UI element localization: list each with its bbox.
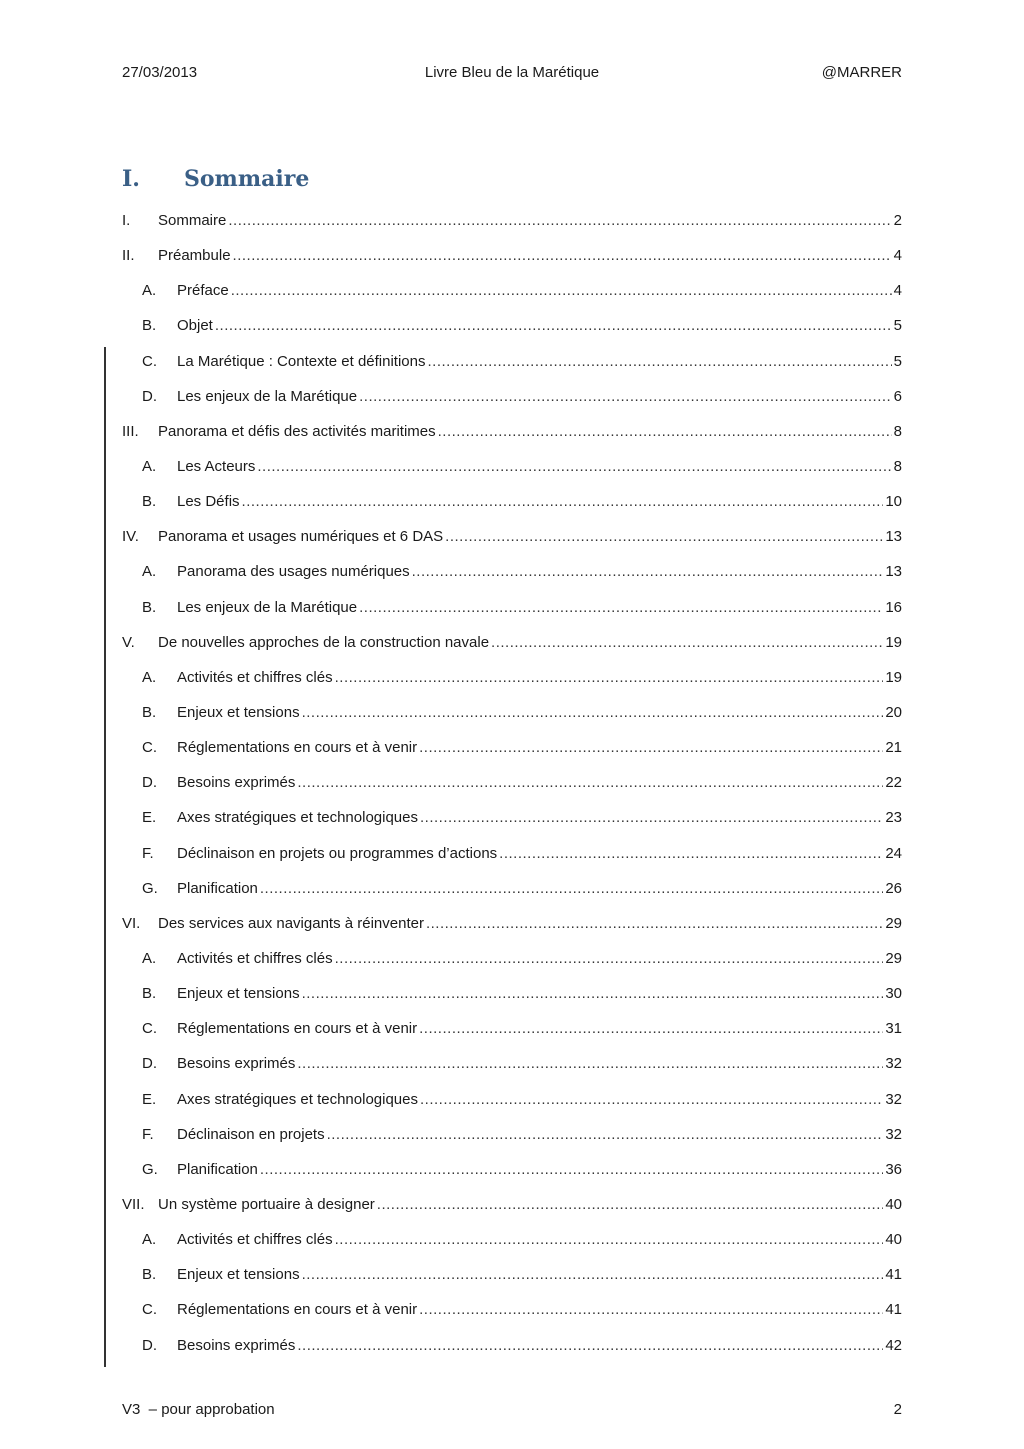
toc-entry[interactable] — [122, 1328, 902, 1363]
toc-entry-number: B. — [142, 985, 157, 1003]
revision-change-bar — [104, 347, 106, 1367]
toc-entry-number: F. — [142, 844, 154, 862]
toc-entry-page: 10 — [885, 493, 902, 511]
toc-entry[interactable] — [122, 590, 902, 625]
toc-entry-number: D. — [142, 1055, 157, 1073]
toc-entry-number: VII. — [122, 1195, 145, 1213]
toc-entry[interactable] — [122, 1222, 902, 1257]
toc-entry-number: G. — [142, 1160, 158, 1178]
toc-entry-number: D. — [142, 1336, 157, 1354]
toc-entry[interactable] — [122, 871, 902, 906]
header-handle: @MARRER — [821, 64, 902, 81]
toc-entry-number: D. — [142, 387, 157, 405]
toc-entry-title: Enjeux et tensions — [177, 703, 300, 721]
toc-entry-title: Déclinaison en projets ou programmes d’actions — [177, 844, 498, 862]
toc-entry-page: 8 — [893, 422, 902, 440]
footer-version: V3 – pour approbation — [122, 1401, 275, 1418]
toc-entry[interactable] — [122, 976, 902, 1011]
section-heading-title: Sommaire — [184, 166, 310, 192]
toc-dot-leader — [302, 695, 884, 730]
toc-dot-leader — [420, 800, 883, 835]
toc-entry[interactable] — [122, 1292, 902, 1327]
toc-entry-number: A. — [142, 282, 157, 300]
toc-entry[interactable] — [122, 519, 902, 554]
toc-dot-leader — [231, 273, 892, 308]
toc-entry-number: A. — [142, 1231, 157, 1249]
toc-dot-leader — [335, 660, 884, 695]
toc-entry-title: Panorama et usages numériques et 6 DAS — [158, 528, 444, 546]
toc-entry[interactable] — [122, 273, 902, 308]
toc-entry-title: Panorama et défis des activités maritimes — [158, 422, 436, 440]
toc-entry-title: De nouvelles approches de la construction navale — [158, 633, 490, 651]
toc-entry[interactable] — [122, 449, 902, 484]
toc-entry[interactable] — [122, 660, 902, 695]
toc-dot-leader — [302, 1257, 884, 1292]
page-header — [122, 64, 902, 86]
toc-entry-number: B. — [142, 493, 157, 511]
toc-dot-leader — [359, 590, 883, 625]
toc-entry-page: 32 — [885, 1055, 902, 1073]
toc-entry[interactable] — [122, 379, 902, 414]
toc-dot-leader — [302, 976, 884, 1011]
toc-dot-leader — [228, 203, 891, 238]
toc-entry-number: C. — [142, 1301, 157, 1319]
toc-dot-leader — [419, 730, 883, 765]
toc-entry[interactable] — [122, 730, 902, 765]
toc-entry-page: 5 — [893, 317, 902, 335]
toc-entry-page: 4 — [893, 247, 902, 265]
toc-entry-page: 29 — [885, 949, 902, 967]
toc-entry-title: Axes stratégiques et technologiques — [177, 809, 418, 827]
toc-entry-page: 41 — [885, 1266, 902, 1284]
toc-dot-leader — [242, 484, 884, 519]
toc-entry-number: E. — [142, 1090, 157, 1108]
toc-dot-leader — [412, 554, 884, 589]
toc-entry-page: 23 — [885, 809, 902, 827]
toc-entry-title: Réglementations en cours et à venir — [177, 1020, 418, 1038]
toc-entry-number: A. — [142, 457, 157, 475]
table-of-contents — [122, 203, 902, 1363]
toc-entry-number: A. — [142, 949, 157, 967]
toc-dot-leader — [233, 238, 892, 273]
toc-entry[interactable] — [122, 414, 902, 449]
toc-entry-page: 2 — [893, 212, 902, 229]
toc-entry-page: 13 — [885, 528, 902, 546]
section-heading-number: I. — [122, 166, 140, 192]
toc-entry-page: 26 — [885, 879, 902, 897]
toc-entry-title: Réglementations en cours et à venir — [177, 1301, 418, 1319]
toc-entry-title: Sommaire — [158, 212, 227, 229]
toc-entry-number: VI. — [122, 914, 141, 932]
toc-entry[interactable] — [122, 1117, 902, 1152]
toc-entry-number: C. — [142, 1020, 157, 1038]
toc-entry[interactable] — [122, 1011, 902, 1046]
toc-entry-title: Déclinaison en projets — [177, 1125, 325, 1143]
toc-entry-number: V. — [122, 633, 135, 651]
toc-entry-title: Panorama des usages numériques — [177, 563, 410, 581]
toc-entry-page: 19 — [885, 633, 902, 651]
toc-entry-title: Enjeux et tensions — [177, 985, 300, 1003]
toc-entry-page: 32 — [885, 1090, 902, 1108]
section-heading — [122, 166, 309, 192]
toc-entry-title: Besoins exprimés — [177, 1336, 296, 1354]
toc-entry-number: B. — [142, 1266, 157, 1284]
toc-dot-leader — [499, 836, 883, 871]
toc-dot-leader — [335, 941, 884, 976]
toc-entry-page: 6 — [893, 387, 902, 405]
toc-dot-leader — [419, 1292, 883, 1327]
toc-entry[interactable] — [122, 800, 902, 835]
header-date: 27/03/2013 — [122, 64, 198, 81]
toc-entry-number: B. — [142, 598, 157, 616]
toc-entry-number: B. — [142, 703, 157, 721]
toc-entry-title: Préambule — [158, 247, 231, 265]
toc-entry-page: 22 — [885, 774, 902, 792]
toc-entry-page: 36 — [885, 1160, 902, 1178]
toc-dot-leader — [327, 1117, 884, 1152]
toc-dot-leader — [260, 871, 883, 906]
toc-entry-title: Un système portuaire à designer — [158, 1195, 375, 1213]
toc-dot-leader — [377, 1187, 884, 1222]
toc-dot-leader — [297, 765, 883, 800]
toc-entry-title: Planification — [177, 879, 258, 897]
toc-entry-page: 31 — [885, 1020, 902, 1038]
toc-entry-title: Des services aux navigants à réinventer — [158, 914, 424, 932]
toc-entry-page: 13 — [885, 563, 902, 581]
toc-entry[interactable] — [122, 765, 902, 800]
toc-dot-leader — [257, 449, 891, 484]
toc-entry-page: 42 — [885, 1336, 902, 1354]
toc-entry[interactable] — [122, 554, 902, 589]
toc-entry-title: Activités et chiffres clés — [177, 949, 333, 967]
toc-entry[interactable] — [122, 1152, 902, 1187]
toc-entry-number: E. — [142, 809, 157, 827]
toc-dot-leader — [297, 1328, 883, 1363]
toc-entry-title: Planification — [177, 1160, 258, 1178]
toc-entry[interactable] — [122, 238, 902, 273]
toc-entry-number: B. — [142, 317, 157, 335]
toc-entry-title: Les enjeux de la Marétique — [177, 387, 358, 405]
toc-entry-title: Les Acteurs — [177, 457, 256, 475]
toc-entry-title: Activités et chiffres clés — [177, 1231, 333, 1249]
toc-dot-leader — [359, 379, 892, 414]
toc-dot-leader — [260, 1152, 883, 1187]
toc-entry-title: Enjeux et tensions — [177, 1266, 300, 1284]
toc-entry[interactable] — [122, 344, 902, 379]
toc-entry[interactable] — [122, 836, 902, 871]
toc-entry-page: 8 — [893, 457, 902, 475]
toc-entry-page: 4 — [893, 282, 902, 300]
toc-entry-number: III. — [122, 422, 139, 440]
toc-entry-number: I. — [122, 212, 131, 229]
toc-entry-page: 16 — [885, 598, 902, 616]
toc-entry[interactable] — [122, 625, 902, 660]
toc-entry-page: 21 — [885, 739, 902, 757]
toc-entry[interactable] — [122, 1082, 902, 1117]
toc-entry-title: Les Défis — [177, 493, 240, 511]
toc-dot-leader — [427, 344, 891, 379]
toc-dot-leader — [491, 625, 883, 660]
footer-page-number: 2 — [893, 1401, 902, 1418]
toc-entry-page: 40 — [885, 1231, 902, 1249]
toc-entry[interactable] — [122, 484, 902, 519]
toc-dot-leader — [215, 308, 892, 343]
toc-entry-number: A. — [142, 563, 157, 581]
toc-entry-page: 40 — [885, 1195, 902, 1213]
toc-entry-page: 32 — [885, 1125, 902, 1143]
toc-entry-number: II. — [122, 247, 135, 265]
toc-entry-title: Besoins exprimés — [177, 1055, 296, 1073]
toc-entry-number: IV. — [122, 528, 139, 546]
toc-entry-title: Réglementations en cours et à venir — [177, 739, 418, 757]
toc-entry[interactable] — [122, 906, 902, 941]
toc-entry-number: F. — [142, 1125, 154, 1143]
toc-entry[interactable] — [122, 941, 902, 976]
toc-entry-title: Besoins exprimés — [177, 774, 296, 792]
toc-entry-page: 19 — [885, 668, 902, 686]
toc-dot-leader — [426, 906, 883, 941]
toc-entry-title: Activités et chiffres clés — [177, 668, 333, 686]
toc-entry-number: D. — [142, 774, 157, 792]
toc-entry-title: La Marétique : Contexte et définitions — [177, 352, 426, 370]
toc-entry[interactable] — [122, 1187, 902, 1222]
toc-dot-leader — [419, 1011, 883, 1046]
toc-entry[interactable] — [122, 1046, 902, 1081]
toc-entry-title: Préface — [177, 282, 229, 300]
toc-entry-page: 29 — [885, 914, 902, 932]
toc-entry[interactable] — [122, 695, 902, 730]
toc-entry[interactable] — [122, 308, 902, 343]
toc-entry-title: Les enjeux de la Marétique — [177, 598, 358, 616]
toc-entry-page: 20 — [885, 703, 902, 721]
toc-entry-number: C. — [142, 352, 157, 370]
toc-dot-leader — [335, 1222, 884, 1257]
toc-entry-page: 30 — [885, 985, 902, 1003]
toc-entry-title: Objet — [177, 317, 213, 335]
toc-entry-page: 24 — [885, 844, 902, 862]
toc-entry-title: Axes stratégiques et technologiques — [177, 1090, 418, 1108]
toc-entry[interactable] — [122, 1257, 902, 1292]
toc-entry-number: G. — [142, 879, 158, 897]
header-document-title: Livre Bleu de la Marétique — [424, 64, 600, 81]
toc-entry-page: 41 — [885, 1301, 902, 1319]
toc-dot-leader — [420, 1082, 883, 1117]
toc-dot-leader — [438, 414, 892, 449]
toc-entry-page: 5 — [893, 352, 902, 370]
toc-dot-leader — [297, 1046, 883, 1081]
toc-entry-number: A. — [142, 668, 157, 686]
toc-entry-number: C. — [142, 739, 157, 757]
toc-dot-leader — [445, 519, 883, 554]
toc-entry[interactable] — [122, 203, 902, 238]
page-footer — [122, 1401, 902, 1423]
